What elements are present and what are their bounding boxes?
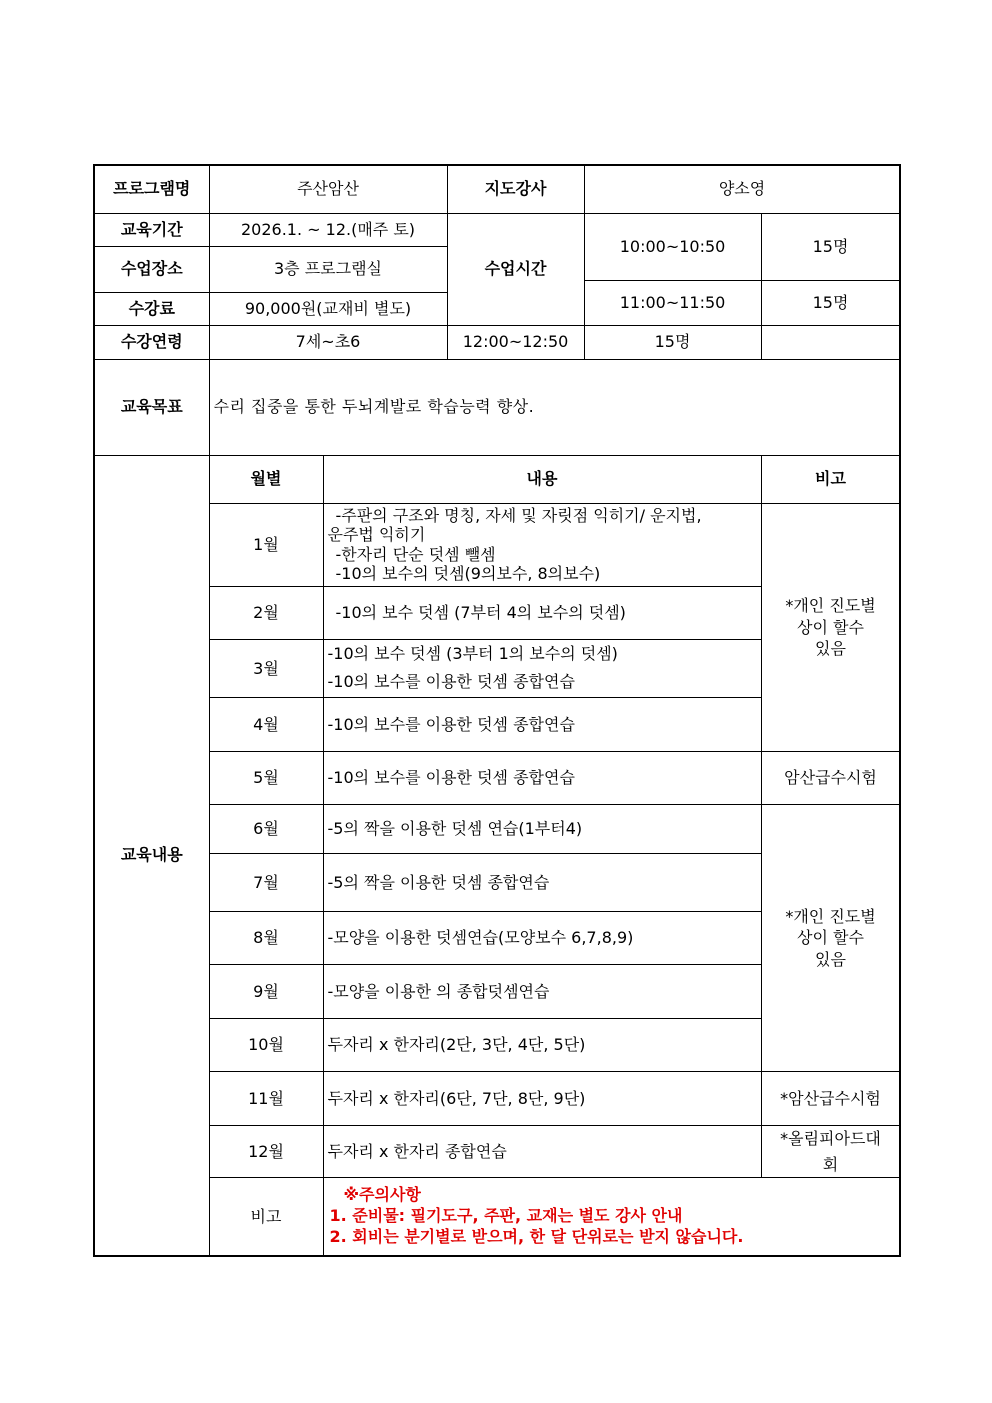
month-cell: 11월 (209, 1072, 323, 1126)
month-content (323, 1072, 761, 1126)
month-content (323, 698, 761, 752)
remarks-label: 비고 (209, 1178, 323, 1256)
col-month-header: 월별 (209, 455, 323, 503)
month-content (323, 805, 761, 854)
session-time-2: 11:00~11:50 (584, 280, 761, 325)
month-cell: 10월 (209, 1019, 323, 1072)
program-name-label: 프로그램명 (94, 165, 209, 213)
note-line: 상이 할수 (797, 928, 864, 948)
month-content (323, 1126, 761, 1178)
age-label: 수강연령 (94, 325, 209, 359)
fee-label: 수강료 (94, 292, 209, 325)
month-content (323, 503, 761, 586)
session-time-1: 10:00~10:50 (584, 213, 761, 280)
month-content (323, 1019, 761, 1072)
content-line: -10의 보수를 이용한 덧셈 종합연습 (327, 672, 575, 692)
instructor-value: 양소영 (584, 165, 900, 213)
content-line: -10의 보수의 덧셈(9의보수, 8의보수) (335, 563, 601, 583)
goal-label: 교육목표 (94, 359, 209, 455)
session-capacity-2: 15명 (761, 280, 900, 325)
month-cell: 2월 (209, 586, 323, 639)
content-line: 두자리 x 한자리 종합연습 (327, 1141, 507, 1161)
month-cell: 8월 (209, 912, 323, 965)
content-line: -10의 보수를 이용한 덧셈 종합연습 (327, 714, 575, 734)
note-line: 있음 (815, 639, 846, 659)
month-content (323, 965, 761, 1019)
period-value: 2026.1. ~ 12.(매주 토) (209, 213, 447, 246)
month-cell: 1월 (209, 503, 323, 586)
curriculum-label: 교육내용 (94, 455, 209, 1256)
month-content (323, 639, 761, 698)
month-cell: 12월 (209, 1126, 323, 1178)
month-cell: 3월 (209, 639, 323, 698)
note-line: *올림피아드대 (780, 1129, 881, 1149)
note-line: 있음 (815, 949, 846, 969)
note-nov: *암산급수시험 (761, 1072, 900, 1126)
content-line: -한자리 단순 덧셈 뺄셈 (335, 544, 496, 564)
place-value: 3층 프로그램실 (209, 246, 447, 292)
content-line: -10의 보수 덧셈 (3부터 1의 보수의 덧셈) (327, 643, 618, 663)
note-line: *개인 진도별 (785, 595, 876, 615)
fee-value: 90,000원(교재비 별도) (209, 292, 447, 325)
note-line: 상이 할수 (797, 617, 864, 637)
content-line: 두자리 x 한자리(2단, 3단, 4단, 5단) (327, 1035, 586, 1055)
content-line: -10의 보수 덧셈 (7부터 4의 보수의 덧셈) (335, 602, 626, 622)
note-may: 암산급수시험 (761, 752, 900, 805)
note-progress-2 (761, 805, 900, 1072)
warning-title: ※주의사항 (343, 1185, 421, 1205)
month-cell: 9월 (209, 965, 323, 1019)
month-cell: 6월 (209, 805, 323, 854)
content-line: 운주법 익히기 (327, 525, 426, 545)
month-cell: 5월 (209, 752, 323, 805)
warning-line: 2. 회비는 분기별로 받으며, 한 달 단위로는 받지 않습니다. (329, 1226, 744, 1246)
session-time-3: 12:00~12:50 (447, 325, 584, 359)
content-line: -5의 짝을 이용한 덧셈 종합연습 (327, 872, 550, 892)
month-content (323, 586, 761, 639)
month-content (323, 912, 761, 965)
content-line: 두자리 x 한자리(6단, 7단, 8단, 9단) (327, 1088, 586, 1108)
content-line: -모양을 이용한 의 종합덧셈연습 (327, 981, 550, 1001)
instructor-label: 지도강사 (447, 165, 584, 213)
note-line: 회 (822, 1154, 839, 1174)
place-label: 수업장소 (94, 246, 209, 292)
period-label: 교육기간 (94, 213, 209, 246)
note-dec (761, 1126, 900, 1178)
note-line: *개인 진도별 (785, 906, 876, 926)
month-cell: 4월 (209, 698, 323, 752)
note-progress-1 (761, 503, 900, 752)
session-capacity-3: 15명 (584, 325, 761, 359)
col-note-header: 비고 (761, 455, 900, 503)
month-content (323, 854, 761, 912)
content-line: -모양을 이용한 덧셈연습(모양보수 6,7,8,9) (327, 928, 634, 948)
age-value: 7세~초6 (209, 325, 447, 359)
month-cell: 7월 (209, 854, 323, 912)
session-capacity-1: 15명 (761, 213, 900, 280)
program-name-value: 주산암산 (209, 165, 447, 213)
warning-line: 1. 준비물: 필기도구, 주판, 교재는 별도 강사 안내 (329, 1206, 683, 1226)
remarks-content (323, 1178, 900, 1256)
content-line: -주판의 구조와 명칭, 자세 및 자릿점 익히기/ 운지법, (335, 506, 702, 526)
goal-text: 수리 집중을 통한 두뇌계발로 학습능력 향상. (209, 359, 900, 455)
month-content (323, 752, 761, 805)
content-line: -10의 보수를 이용한 덧셈 종합연습 (327, 768, 575, 788)
col-content-header: 내용 (323, 455, 761, 503)
content-line: -5의 짝을 이용한 덧셈 연습(1부터4) (327, 819, 583, 839)
class-time-label: 수업시간 (447, 213, 584, 325)
program-info-table (93, 164, 901, 1257)
